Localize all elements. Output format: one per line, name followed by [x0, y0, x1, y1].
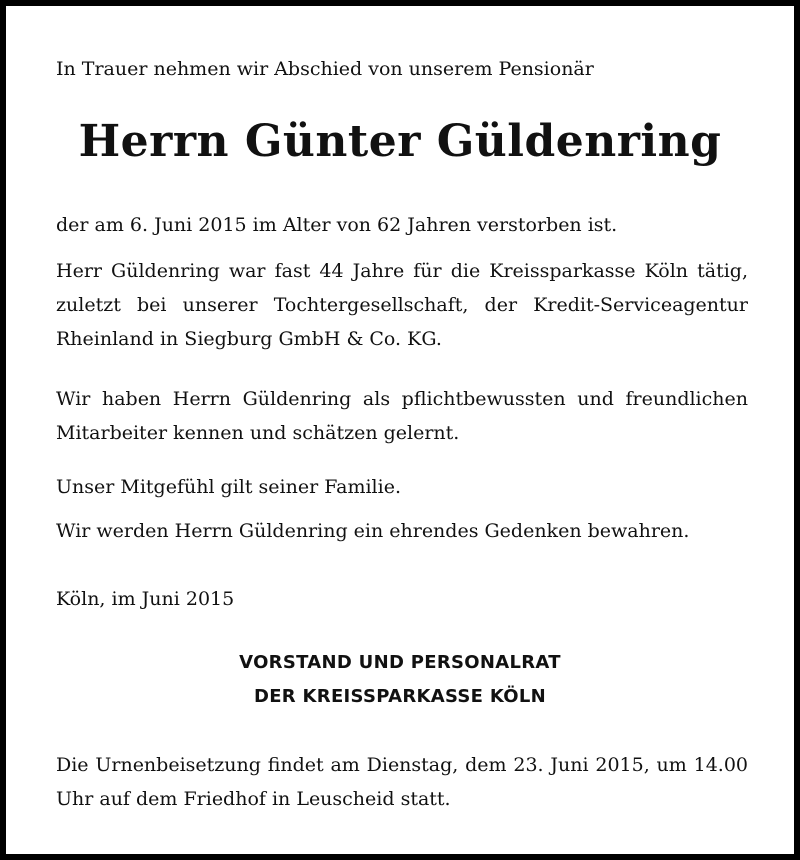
deceased-name: Herrn Günter Güldenring	[78, 116, 722, 167]
signature-block	[6, 646, 794, 714]
death-statement: der am 6. Juni 2015 im Alter von 62 Jahren verstorben ist.	[56, 214, 618, 236]
signature-line-1: VORSTAND UND PERSONALRAT	[239, 652, 561, 673]
appreciation-paragraph: Wir haben Herrn Güldenring als pflichtbewussten und freundlichen Mitarbeiter kennen und schätzen gelernt.	[56, 388, 748, 444]
remembrance-line: Wir werden Herrn Güldenring ein ehrendes Gedenken bewahren.	[56, 520, 690, 542]
burial-paragraph: Die Urnenbeisetzung findet am Dienstag, dem 23. Juni 2015, um 14.00 Uhr auf dem Friedhof in Leuscheid statt.	[56, 754, 748, 810]
career-paragraph: Herr Güldenring war fast 44 Jahre für die Kreissparkasse Köln tätig, zuletzt bei unserer Tochtergesellschaft, der Kredit-Serviceagentur Rheinland in Siegburg GmbH & Co. KG.	[56, 260, 748, 350]
intro-line: In Trauer nehmen wir Abschied von unserem Pensionär	[56, 58, 594, 80]
place-date: Köln, im Juni 2015	[56, 588, 235, 610]
signature-line-2: DER KREISSPARKASSE KÖLN	[253, 686, 547, 707]
condolence-line: Unser Mitgefühl gilt seiner Familie.	[56, 476, 401, 498]
